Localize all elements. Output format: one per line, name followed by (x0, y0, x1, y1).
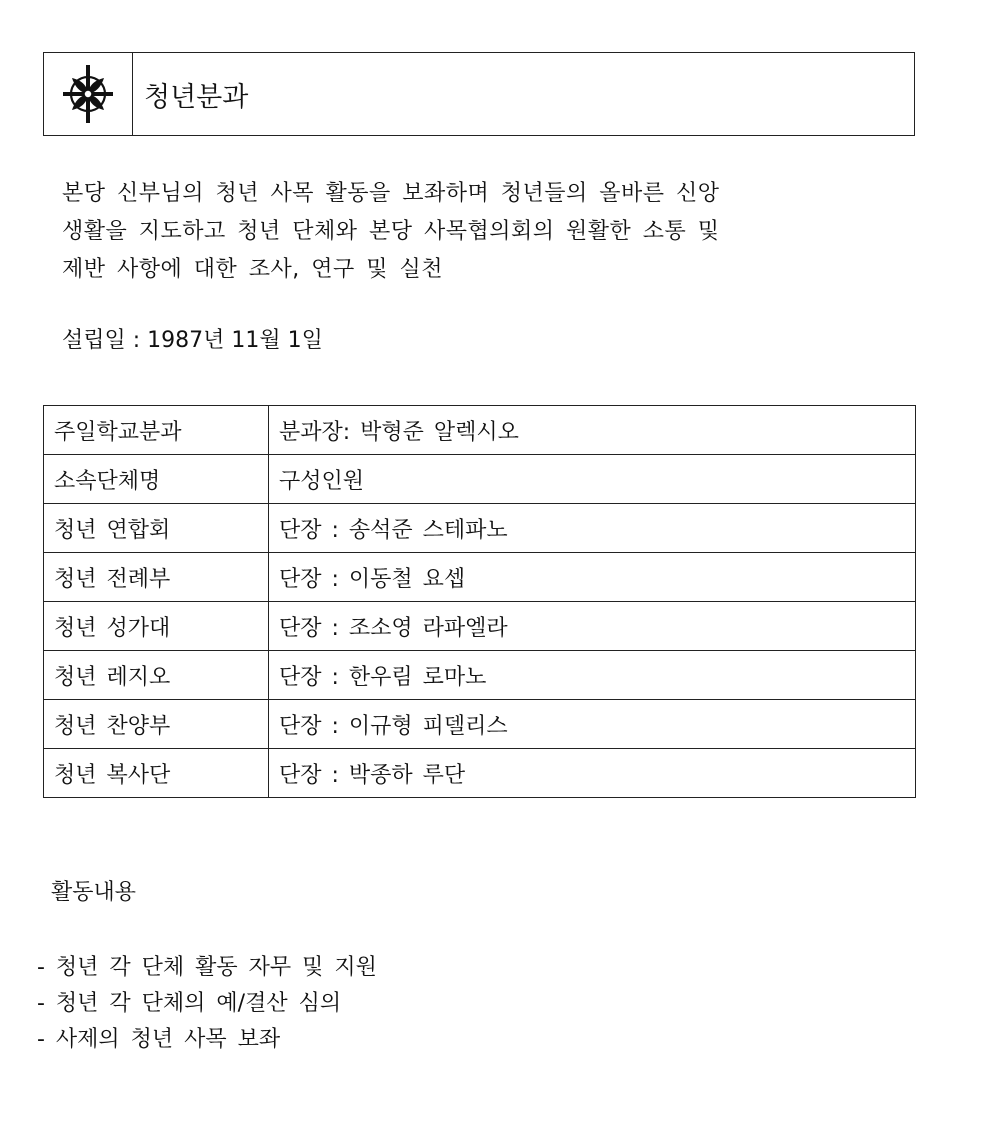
table-cell: 청년 복사단 (44, 749, 269, 798)
activities-list (37, 950, 377, 1058)
intro-paragraph (62, 175, 922, 289)
page-title: 청년분과 (144, 81, 249, 113)
table-cell: 주일학교분과 (44, 406, 269, 455)
table-row (44, 700, 916, 749)
table-row (44, 602, 916, 651)
table-cell: 단장 : 이동철 요셉 (269, 553, 916, 602)
intro-line: 본당 신부님의 청년 사목 활동을 보좌하며 청년들의 올바른 신앙 (62, 181, 720, 206)
table-row (44, 504, 916, 553)
table-cell: 청년 성가대 (44, 602, 269, 651)
header-box (43, 52, 915, 136)
intro-line: 생활을 지도하고 청년 단체와 본당 사목협의회의 원활한 소통 및 (62, 219, 720, 244)
founded-date: 설립일 : 1987년 11월 1일 (62, 328, 323, 353)
table-cell: 청년 찬양부 (44, 700, 269, 749)
table-cell: 단장 : 이규형 피델리스 (269, 700, 916, 749)
list-item: - 사제의 청년 사목 보좌 (37, 1027, 281, 1052)
table-cell: 청년 레지오 (44, 651, 269, 700)
table-row (44, 651, 916, 700)
table-row (44, 553, 916, 602)
table-cell: 구성인원 (269, 455, 916, 504)
table-cell: 소속단체명 (44, 455, 269, 504)
table-cell: 단장 : 박종하 루단 (269, 749, 916, 798)
table-cell: 단장 : 조소영 라파엘라 (269, 602, 916, 651)
intro-line: 제반 사항에 대한 조사, 연구 및 실천 (62, 257, 443, 282)
list-item: - 청년 각 단체 활동 자무 및 지원 (37, 955, 377, 980)
table-cell: 청년 연합회 (44, 504, 269, 553)
table-cell: 분과장: 박형준 알렉시오 (269, 406, 916, 455)
table-row (44, 406, 916, 455)
catholic-cross-emblem-icon (60, 62, 116, 126)
logo-cell (44, 53, 133, 135)
members-table (43, 405, 916, 798)
list-item: - 청년 각 단체의 예/결산 심의 (37, 991, 342, 1016)
table-cell: 단장 : 송석준 스테파노 (269, 504, 916, 553)
table-cell: 단장 : 한우림 로마노 (269, 651, 916, 700)
table-row (44, 749, 916, 798)
table-row (44, 455, 916, 504)
table-cell: 청년 전례부 (44, 553, 269, 602)
activities-heading: 활동내용 (51, 880, 137, 905)
